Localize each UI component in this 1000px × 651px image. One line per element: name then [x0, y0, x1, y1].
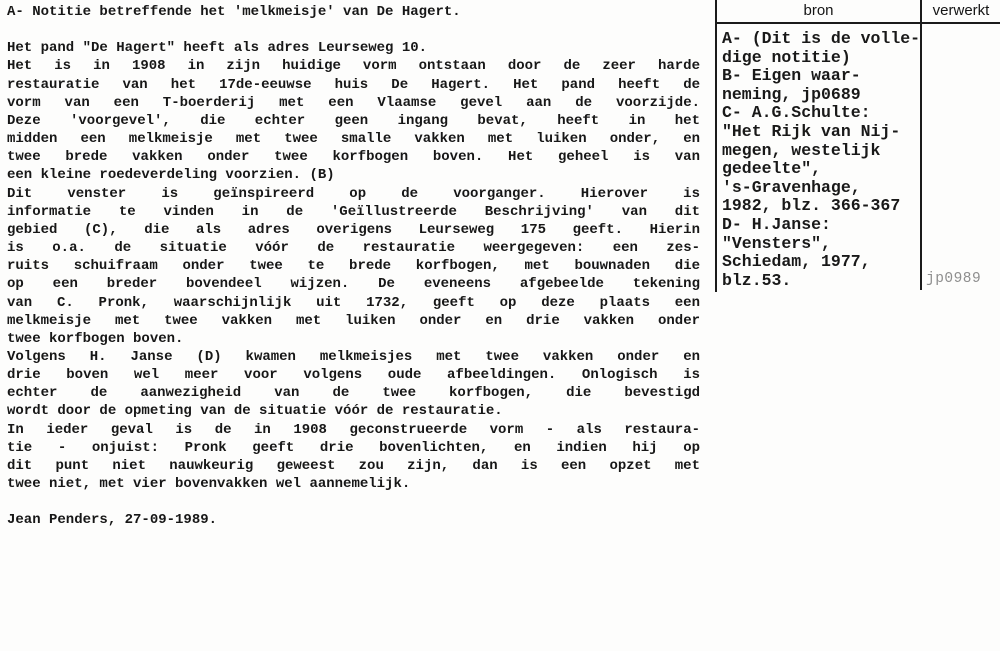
bron-line: "Vensters",: [722, 233, 831, 253]
text-line: In ieder geval is de in 1908 geconstrueerde vorm - als restaura-: [7, 421, 700, 438]
text-line: Jean Penders, 27-09-1989.: [7, 512, 218, 529]
text-line: vorm van een T-boerderij met een Vlaamse gevel aan de voorzijde.: [7, 94, 700, 111]
text-line: [7, 21, 700, 39]
text-line: ruits schuifraam onder twee te brede korfbogen, met bouwnaden die: [7, 258, 700, 275]
bron-cell: [722, 30, 920, 290]
bron-line: D- H.Janse:: [722, 214, 831, 234]
text-line: midden een melkmeisje met twee smalle vakken met luiken onder, en: [7, 131, 700, 148]
text-line: A- Notitie betreffende het 'melkmeisje' van De Hagert.: [7, 4, 461, 20]
text-line: drie boven wel meer voor volgens oude afbeeldingen. Onlogisch is: [7, 367, 700, 384]
notitie-body-text: [7, 3, 700, 530]
text-line: twee brede vakken onder twee korfbogen boven. Het geheel is van: [7, 149, 700, 166]
bron-line: Schiedam, 1977,: [722, 252, 871, 272]
bron-line: neming, jp0689: [722, 84, 861, 104]
text-line: van C. Pronk, waarschijnlijk uit 1732, geeft op deze plaats een: [7, 294, 700, 311]
text-line: melkmeisje met twee vakken met luiken onder en drie vakken onder: [7, 312, 700, 329]
table-header-row: [717, 0, 1000, 24]
verwerkt-column-header: verwerkt: [932, 2, 990, 19]
bron-verwerkt-table: [715, 0, 1000, 292]
text-line: Dit venster is geïnspireerd op de voorganger. Hierover is: [7, 185, 700, 202]
verwerkt-stamp: jp0989: [926, 271, 982, 287]
bron-line: gedeelte",: [722, 159, 822, 179]
text-line: twee niet, met vier bovenvakken wel aannemelijk.: [7, 476, 411, 493]
text-line: echter de aanwezigheid van de twee korfbogen, die bevestigd: [7, 385, 700, 402]
text-line: Deze 'voorgevel', die echter geen ingang bevat, heeft in het: [7, 112, 700, 129]
bron-line: A- (Dit is de volle-: [722, 29, 921, 48]
bron-line: megen, westelijk: [722, 140, 881, 160]
text-line: twee korfbogen boven.: [7, 330, 184, 347]
text-line: gebied (C), die als adres overigens Leurseweg 175 geeft. Hierin: [7, 221, 700, 238]
column-divider: [920, 0, 922, 290]
bron-line: B- Eigen waar-: [722, 66, 861, 86]
text-line: restauratie van het 17de-eeuwse huis De Hagert. Het pand heeft de: [7, 76, 700, 93]
bron-line: 1982, blz. 366-367: [722, 196, 901, 216]
bron-line: blz.53.: [722, 270, 792, 290]
text-line: dit punt niet nauwkeurig geweest zou zijn, dan is een opzet met: [7, 457, 700, 474]
text-line: tie - onjuist: Pronk geeft drie bovenlichten, en indien hij op: [7, 439, 700, 456]
text-line: Het pand "De Hagert" heeft als adres Leurseweg 10.: [7, 40, 428, 57]
text-line: een kleine roedeverdeling voorzien. (B): [7, 167, 335, 184]
text-line: [7, 493, 700, 511]
bron-line: dige notitie): [722, 47, 851, 67]
bron-line: C- A.G.Schulte:: [722, 103, 871, 123]
text-line: informatie te vinden in de 'Geïllustreerde Beschrijving' van dit: [7, 203, 700, 220]
bron-line: 's-Gravenhage,: [722, 177, 861, 197]
text-line: Volgens H. Janse (D) kwamen melkmeisjes met twee vakken onder en: [7, 348, 700, 365]
text-line: Het is in 1908 in zijn huidige vorm ontstaan door de zeer harde: [7, 58, 700, 75]
text-line: op een breder bovendeel wijzen. De eveneens afgebeelde tekening: [7, 276, 700, 293]
text-line: is o.a. de situatie vóór de restauratie weergegeven: een zes-: [7, 240, 700, 257]
bron-line: "Het Rijk van Nij-: [722, 121, 901, 141]
bron-column-header: bron: [803, 2, 834, 19]
text-line: wordt door de opmeting van de situatie vóór de restauratie.: [7, 403, 503, 420]
